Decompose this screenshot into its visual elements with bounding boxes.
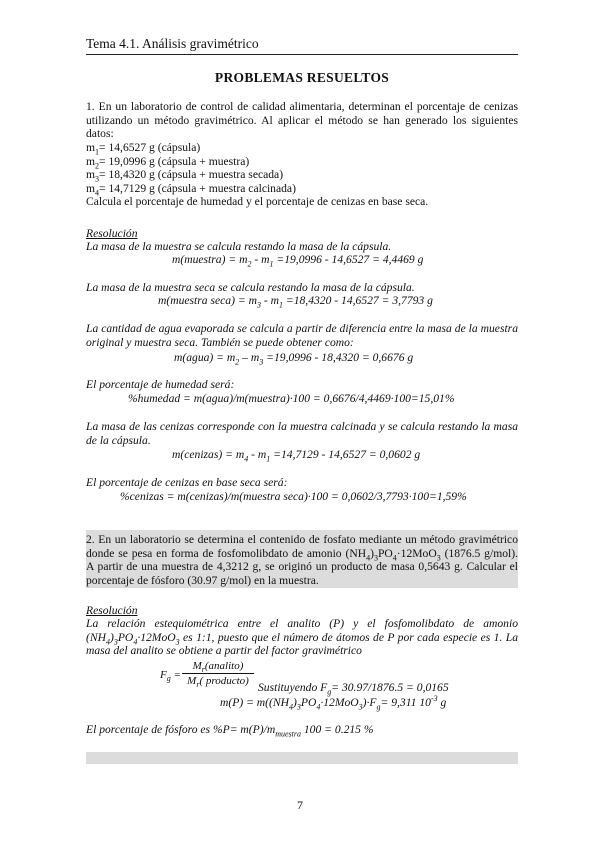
gravimetric-factor-fraction [182, 660, 254, 690]
problem2-step1-text: La relación estequiométrica entre el analito (P) y el fosfomolibdato de amonio $(NH_4)_3PO_4\cdot 12MoO_3$ es 1:1, puesto que el número de átomos de P por cada especie es 1. La masa del analito se obtiene a partir del factor gravimétrico [86, 617, 518, 658]
problem1-step5-text: La masa de las cenizas corresponde con la muestra calcinada y se calcula restando la masa de la cápsula. [86, 420, 518, 447]
page-title: PROBLEMAS RESUELTOS [214, 70, 390, 85]
problem1-step5-equation: m(cenizas) = $m_4 - m_1 =14,7129 - 14,6527 = 0,0602$ g [172, 448, 421, 464]
problem1-step2-equation: m(muestra $\sec a) = m_3 - m_1 =18,4320 - 14,6527 = 3,7793$ g [158, 294, 433, 310]
problem1-step6-text: El porcentaje de cenizas en base seca será: [86, 476, 288, 489]
data-item-m3: $m_3= 18,4320$ g (cápsula + muestra secada) [86, 168, 284, 184]
problem2-resolution-label: Resolución [86, 604, 138, 617]
gravimetric-factor-symbol: $F_g$ = [160, 669, 181, 684]
header-divider [86, 54, 518, 55]
problem1-statement: 1. En un laboratorio de control de calidad alimentaria, determinan el porcentaje de cenizas utilizando un método gravimétrico. Al aplicar el método se han generado los siguientes datos: [86, 100, 518, 141]
problem1-step4-text: El porcentaje de humedad será: [86, 378, 235, 391]
problem1-data-list [86, 141, 518, 209]
gravimetric-factor-substitution: Sustituyendo $F_g= 30.97/1876.5 = 0,0165$ [258, 681, 449, 697]
data-item-m2: $m_2= 19,0996$ g (cápsula + muestra) [86, 154, 250, 170]
problem1-step2-text: La masa de la muestra seca se calcula restando la masa de la cápsula. [86, 281, 415, 294]
problem1-ash-equation: %cenizas = m(cenizas)/m(muestra seca)·100 = 0,0602/3,7793·100=1,59% [120, 490, 467, 503]
data-item-m4: $m_4= 14,7129$ g (cápsula + muestra calcinada) [86, 181, 296, 198]
problem1-step1-text: La masa de la muestra se calcula restando la masa de la cápsula. [86, 240, 392, 253]
bottom-shaded-bar [86, 752, 518, 764]
problem1-question: Calcula el porcentaje de humedad y el porcentaje de cenizas en base seca. [86, 195, 429, 209]
data-item-m1: $m_1= 14,6527$ g (cápsula) [86, 141, 201, 157]
problem1-resolution-label: Resolución [86, 227, 138, 240]
phosphorus-percentage-equation: El porcentaje de fósforo es $\%P= m(P)/m_{muestra}$ 100 = 0.215 % [86, 723, 374, 739]
running-header: Tema 4.1. Análisis gravimétrico [86, 36, 259, 51]
fraction-bar [182, 673, 254, 674]
fraction-denominator: $M_r$( producto) [187, 675, 249, 690]
problem1-step3-text: La cantidad de agua evaporada se calcula a partir de diferencia entre la masa de la muestra original y muestra seca. También se puede obtener como: [86, 322, 518, 349]
problem1-step3-equation: m(agua) = $m_2 - m_3 =19,0996 - 18,4320 = 0,6676$ g [174, 351, 414, 367]
problem2-statement: 2. En un laboratorio se determina el contenido de fosfato mediante un método gravimétrico donde se pesa en forma de fosfomolibdato de amonio $(NH_4)_3PO_4\cdot 12MoO_3$ (1876.5 g/mol). A partir de una muestra de 4,3212 g, se originó un producto de masa 0,5643 g. Calcular el porcentaje de fósforo (30.97 g/mol) en la muestra. [86, 533, 518, 587]
page-number: 7 [297, 798, 303, 812]
phosphorus-mass-equation: $m(P) = m((NH_4)_3PO_4\cdot 12MoO_3)\cdot F_g= 9,311$ $10^{-3}$ g [220, 694, 447, 712]
problem1-humidity-equation: %humedad = m(agua)/m(muestra)·100 = 0,6676/4,4469·100=15,01% [128, 392, 455, 405]
problem1-step1-equation: m(muestra) = $m_2 - m_1 =19,0996 - 14,6527 = 4,4469$ g [172, 253, 424, 269]
fraction-numerator: $M_r(analito)$ [192, 660, 244, 675]
